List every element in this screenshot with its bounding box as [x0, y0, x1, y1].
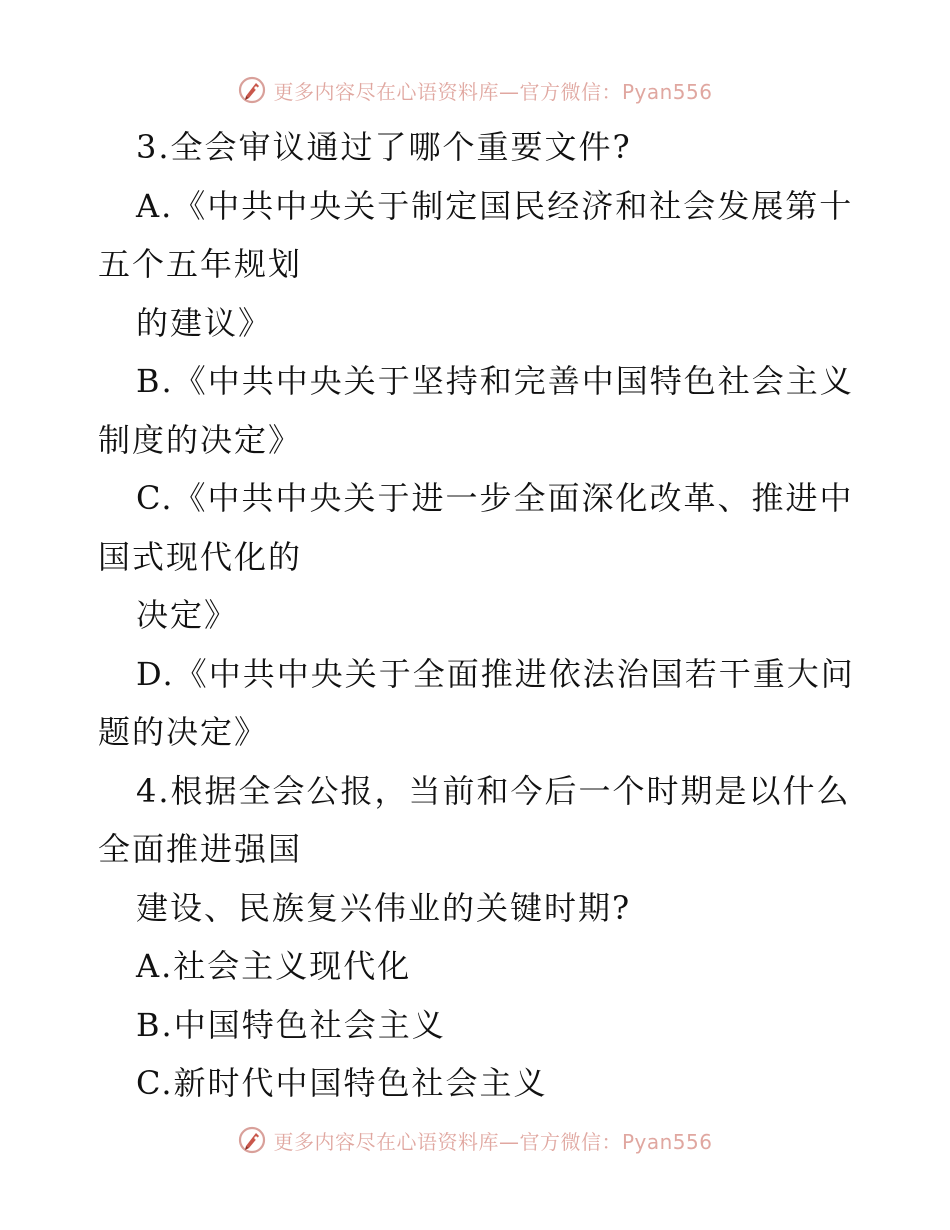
text-line: 4.根据全会公报，当前和今后一个时期是以什么: [136, 771, 851, 810]
header-banner: [0, 70, 950, 110]
text-line: A.《中共中央关于制定国民经济和社会发展第十: [136, 186, 854, 225]
text-line: 决定》: [136, 596, 239, 634]
pen-nib-seal-icon: [237, 75, 267, 105]
text-line: B.中国特色社会主义: [136, 1005, 446, 1044]
text-line: 全面推进强国: [98, 830, 303, 868]
text-line: 制度的决定》: [98, 420, 303, 459]
text-line: C.新时代中国特色社会主义: [136, 1064, 548, 1102]
text-line: A.社会主义现代化: [136, 947, 412, 985]
text-line: D.《中共中央关于全面推进依法治国若干重大问: [136, 654, 855, 693]
text-line: B.《中共中央关于坚持和完善中国特色社会主义: [136, 362, 854, 400]
text-line: 3.全会审议通过了哪个重要文件?: [136, 128, 632, 166]
text-line: 建设、民族复兴伟业的关键时期?: [136, 888, 632, 927]
footer-banner: [0, 1120, 950, 1160]
header-banner-text: 更多内容尽在心语资料库—官方微信：Pyan556: [273, 79, 713, 104]
document-body: [98, 118, 858, 1113]
text-line: C.《中共中央关于进一步全面深化改革、推进中: [136, 479, 854, 517]
text-line: 五个五年规划: [98, 245, 303, 283]
text-line: 题的决定》: [98, 713, 269, 751]
pen-nib-seal-icon: [237, 1125, 267, 1155]
footer-banner-text: 更多内容尽在心语资料库—官方微信：Pyan556: [273, 1129, 713, 1154]
text-line: 的建议》: [136, 303, 273, 342]
text-line: 国式现代化的: [98, 537, 303, 576]
